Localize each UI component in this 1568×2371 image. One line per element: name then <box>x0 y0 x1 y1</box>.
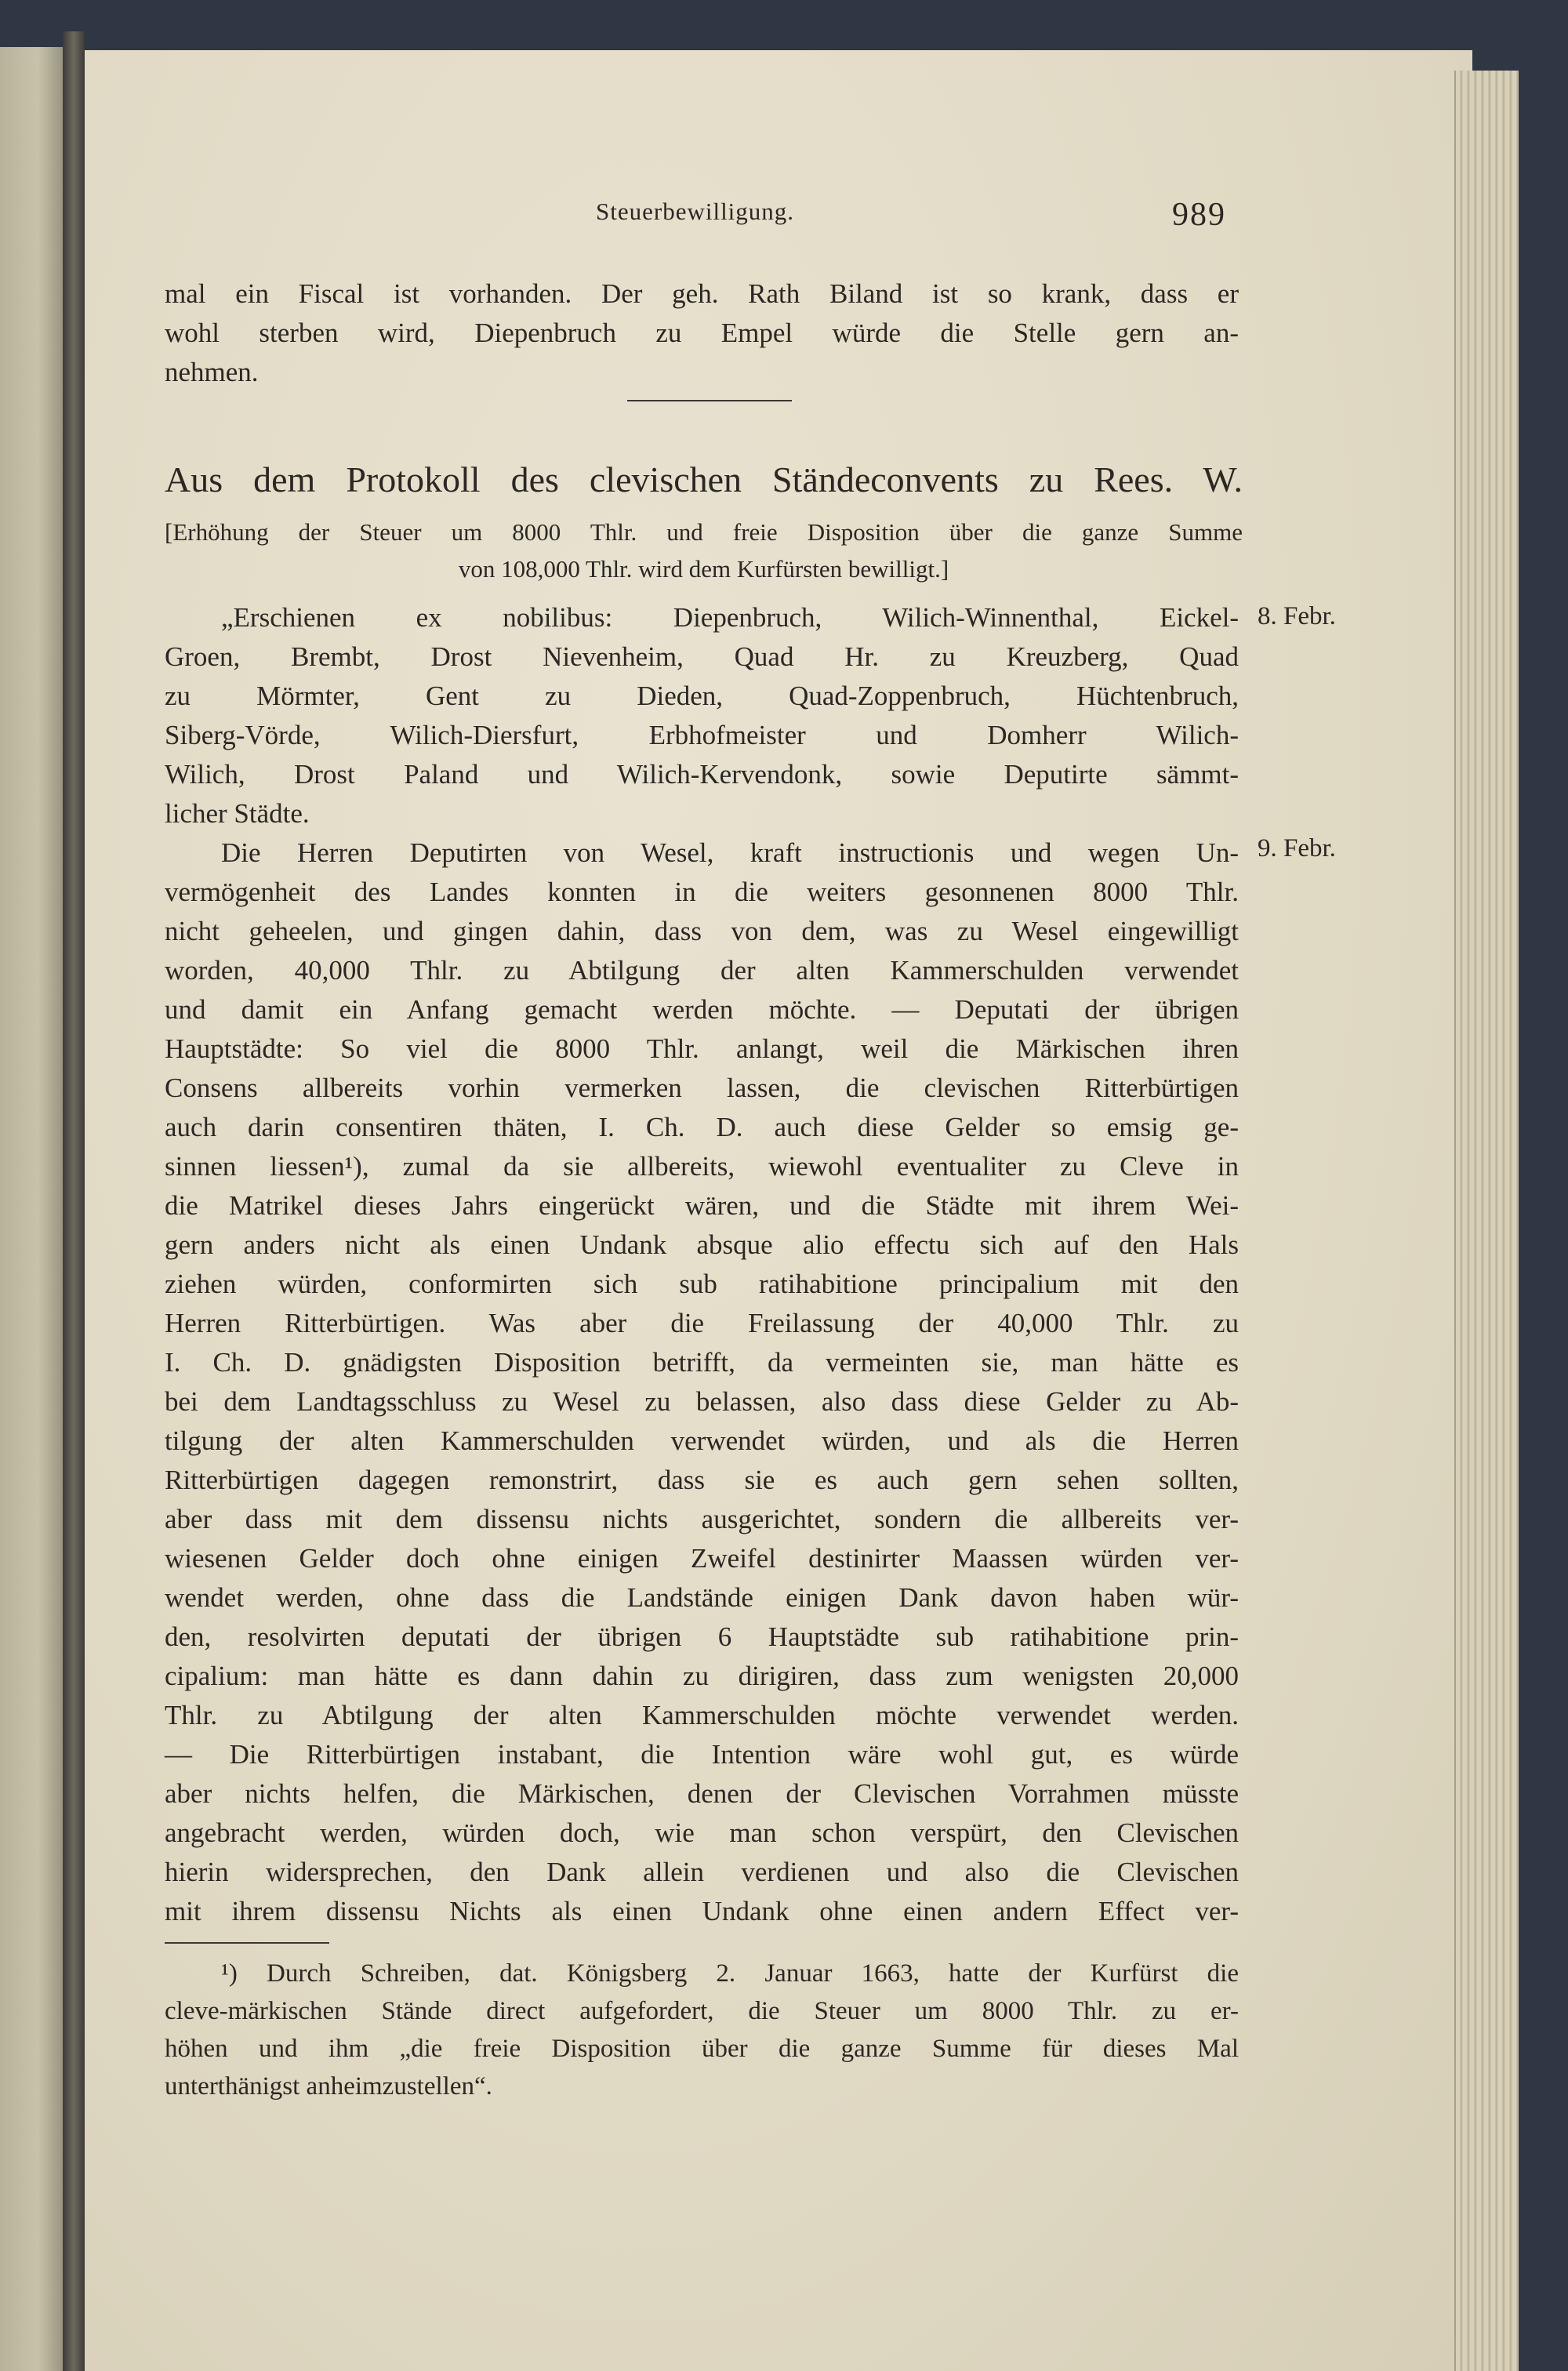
text-line: Consens allbereits vorhin vermerken lassen, die clevischen Ritterbürtigen <box>165 1073 1239 1103</box>
text-line: angebracht werden, würden doch, wie man schon verspürt, den Clevischen <box>165 1817 1239 1848</box>
protocol-body <box>165 598 1239 1931</box>
text-line: Hauptstädte: So viel die 8000 Thlr. anlangt, weil die Märkischen ihren <box>165 1033 1239 1064</box>
text-line: aber nichts helfen, die Märkischen, denen der Clevischen Vorrahmen müsste <box>165 1778 1239 1809</box>
text-line: wiesenen Gelder doch ohne einigen Zweifel destinirter Maassen würden ver- <box>165 1543 1239 1574</box>
text-line: bei dem Landtagsschluss zu Wesel zu belassen, also dass diese Gelder zu Ab- <box>165 1386 1239 1417</box>
text-line: mal ein Fiscal ist vorhanden. Der geh. Rath Biland ist so krank, dass er <box>165 278 1239 309</box>
text-line: vermögenheit des Landes konnten in die weiters gesonnenen 8000 Thlr. <box>165 877 1239 907</box>
footnotes <box>165 1955 1239 2105</box>
text-line: und damit ein Anfang gemacht werden möchte. — Deputati der übrigen <box>165 994 1239 1025</box>
left-page-edge <box>0 47 63 2371</box>
page-stack-edges <box>1454 71 1519 2371</box>
text-line: sinnen liessen¹), zumal da sie allbereits, wiewohl eventualiter zu Cleve in <box>165 1151 1239 1182</box>
text-line: Herren Ritterbürtigen. Was aber die Freilassung der 40,000 Thlr. zu <box>165 1308 1239 1338</box>
section-summary <box>165 514 1243 587</box>
page-number: 989 <box>1172 197 1226 233</box>
text-line: gern anders nicht als einen Undank absque alio effectu sich auf den Hals <box>165 1229 1239 1260</box>
text-line: Thlr. zu Abtilgung der alten Kammerschulden möchte verwendet werden. <box>165 1700 1239 1730</box>
footnote-rule <box>165 1942 329 1944</box>
text-line: mit ihrem dissensu Nichts als einen Undank ohne einen andern Effect ver- <box>165 1896 1239 1926</box>
summary-line: von 108,000 Thlr. wird dem Kurfürsten bewilligt.] <box>458 555 949 583</box>
text-line: „Erschienen ex nobilibus: Diepenbruch, Wilich-Winnenthal, Eickel- <box>221 602 1239 633</box>
section-divider <box>627 400 792 401</box>
text-line: I. Ch. D. gnädigsten Disposition betrifft, da vermeinten sie, man hätte es <box>165 1347 1239 1378</box>
text-line: hierin widersprechen, den Dank allein verdienen und also die Clevischen <box>165 1857 1239 1887</box>
margin-date-note: 9. Febr. <box>1258 834 1336 862</box>
text-line: den, resolvirten deputati der übrigen 6 Hauptstädte sub ratihabitione prin- <box>165 1621 1239 1652</box>
text-line: zu Mörmter, Gent zu Dieden, Quad-Zoppenbruch, Hüchtenbruch, <box>165 681 1239 711</box>
text-line: nehmen. <box>165 357 259 387</box>
footnote-line: cleve-märkischen Stände direct aufgefordert, die Steuer um 8000 Thlr. zu er- <box>165 1997 1239 2025</box>
section-heading: Aus dem Protokoll des clevischen Ständeconvents zu Rees. W. <box>165 459 1243 499</box>
text-line: die Matrikel dieses Jahrs eingerückt wären, und die Städte mit ihrem Wei- <box>165 1190 1239 1221</box>
footnote-line: ¹) Durch Schreiben, dat. Königsberg 2. Januar 1663, hatte der Kurfürst die <box>221 1959 1239 1988</box>
text-line: worden, 40,000 Thlr. zu Abtilgung der alten Kammerschulden verwendet <box>165 955 1239 986</box>
text-line: Wilich, Drost Paland und Wilich-Kervendonk, sowie Deputirte sämmt- <box>165 759 1239 790</box>
footnote-line: unterthänigst anheimzustellen“. <box>165 2072 492 2100</box>
text-line: tilgung der alten Kammerschulden verwendet würden, und als die Herren <box>165 1425 1239 1456</box>
text-line: ziehen würden, conformirten sich sub ratihabitione principalium mit den <box>165 1269 1239 1299</box>
text-line: auch darin consentiren thäten, I. Ch. D. auch diese Gelder so emsig ge- <box>165 1112 1239 1142</box>
text-line: Die Herren Deputirten von Wesel, kraft instructionis und wegen Un- <box>221 837 1239 868</box>
text-line: wendet werden, ohne dass die Landstände einigen Dank davon haben wür- <box>165 1582 1239 1613</box>
summary-line: [Erhöhung der Steuer um 8000 Thlr. und freie Disposition über die ganze Summe <box>165 518 1243 546</box>
text-line: cipalium: man hätte es dann dahin zu dirigiren, dass zum wenigsten 20,000 <box>165 1661 1239 1691</box>
intro-paragraph <box>165 274 1239 392</box>
margin-date-note: 8. Febr. <box>1258 602 1336 630</box>
text-line: Groen, Brembt, Drost Nievenheim, Quad Hr. zu Kreuzberg, Quad <box>165 641 1239 672</box>
book-gutter <box>63 31 85 2371</box>
text-line: Ritterbürtigen dagegen remonstrirt, dass sie es auch gern sehen sollten, <box>165 1465 1239 1495</box>
text-line: licher Städte. <box>165 798 310 829</box>
text-line: nicht geheelen, und gingen dahin, dass von dem, was zu Wesel eingewilligt <box>165 916 1239 946</box>
text-line: — Die Ritterbürtigen instabant, die Intention wäre wohl gut, es würde <box>165 1739 1239 1770</box>
text-line: aber dass mit dem dissensu nichts ausgerichtet, sondern die allbereits ver- <box>165 1504 1239 1534</box>
text-line: wohl sterben wird, Diepenbruch zu Empel würde die Stelle gern an- <box>165 318 1239 348</box>
text-line: Siberg-Vörde, Wilich-Diersfurt, Erbhofmeister und Domherr Wilich- <box>165 720 1239 750</box>
running-head: Steuerbewilligung. <box>596 198 795 225</box>
footnote-line: höhen und ihm „die freie Disposition über die ganze Summe für dieses Mal <box>165 2035 1239 2063</box>
